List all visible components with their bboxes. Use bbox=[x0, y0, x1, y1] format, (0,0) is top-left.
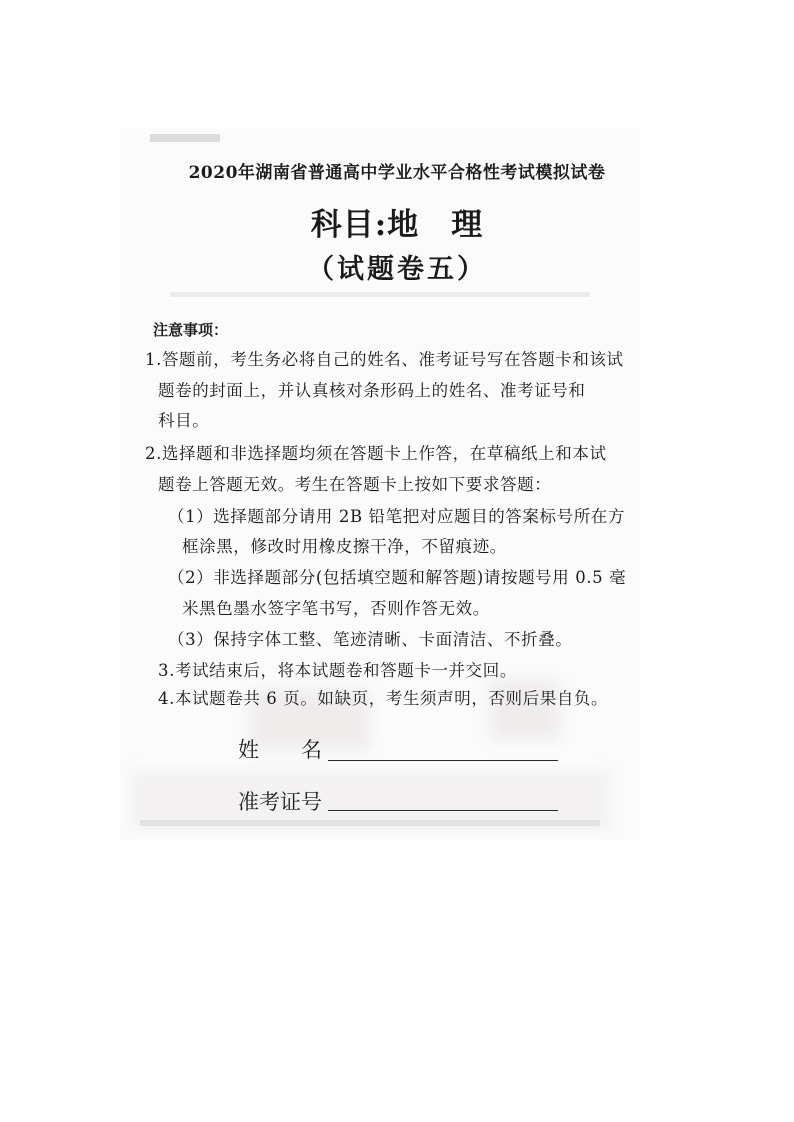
volume-title: （试题卷五） bbox=[307, 254, 487, 285]
note-line: 题卷上答题无效。考生在答题卡上按如下要求答题： bbox=[158, 475, 552, 494]
subject-title: 科目:地 理 bbox=[310, 207, 484, 243]
exam-title: 2020年湖南省普通高中学业水平合格性考试模拟试卷 bbox=[188, 163, 606, 183]
exam-id-blank[interactable] bbox=[328, 810, 558, 811]
note-line: 题卷的封面上，并认真核对条形码上的姓名、准考证号和 bbox=[158, 381, 586, 400]
note-line: 2.选择题和非选择题均须在答题卡上作答，在草稿纸上和本试 bbox=[145, 444, 607, 463]
note-line: （3）保持字体工整、笔迹清晰、卡面清洁、不折叠。 bbox=[168, 630, 573, 649]
exam-id-label: 准考证号 bbox=[238, 790, 322, 814]
note-line: 4.本试题卷共 6 页。如缺页，考生须声明，否则后果自负。 bbox=[158, 689, 609, 708]
note-line: 米黑色墨水签字笔书写，否则作答无效。 bbox=[182, 599, 490, 618]
note-line: 科目。 bbox=[158, 411, 210, 430]
note-line: 3.考试结束后，将本试题卷和答题卡一并交回。 bbox=[158, 661, 517, 680]
bleed-through-text bbox=[170, 292, 590, 297]
bleed-through-text bbox=[140, 820, 600, 826]
name-blank[interactable] bbox=[328, 760, 558, 761]
note-line: 框涂黑，修改时用橡皮擦干净，不留痕迹。 bbox=[182, 537, 507, 556]
notes-heading: 注意事项： bbox=[153, 321, 229, 339]
name-label: 姓 名 bbox=[238, 738, 322, 762]
note-line: （1）选择题部分请用 2B 铅笔把对应题目的答案标号所在方 bbox=[168, 507, 626, 526]
note-line: （2）非选择题部分(包括填空题和解答题)请按题号用 0.5 毫 bbox=[168, 568, 627, 587]
bleed-through-text bbox=[150, 134, 220, 142]
note-line: 1.答题前，考生务必将自己的姓名、准考证号写在答题卡和该试 bbox=[145, 350, 624, 369]
